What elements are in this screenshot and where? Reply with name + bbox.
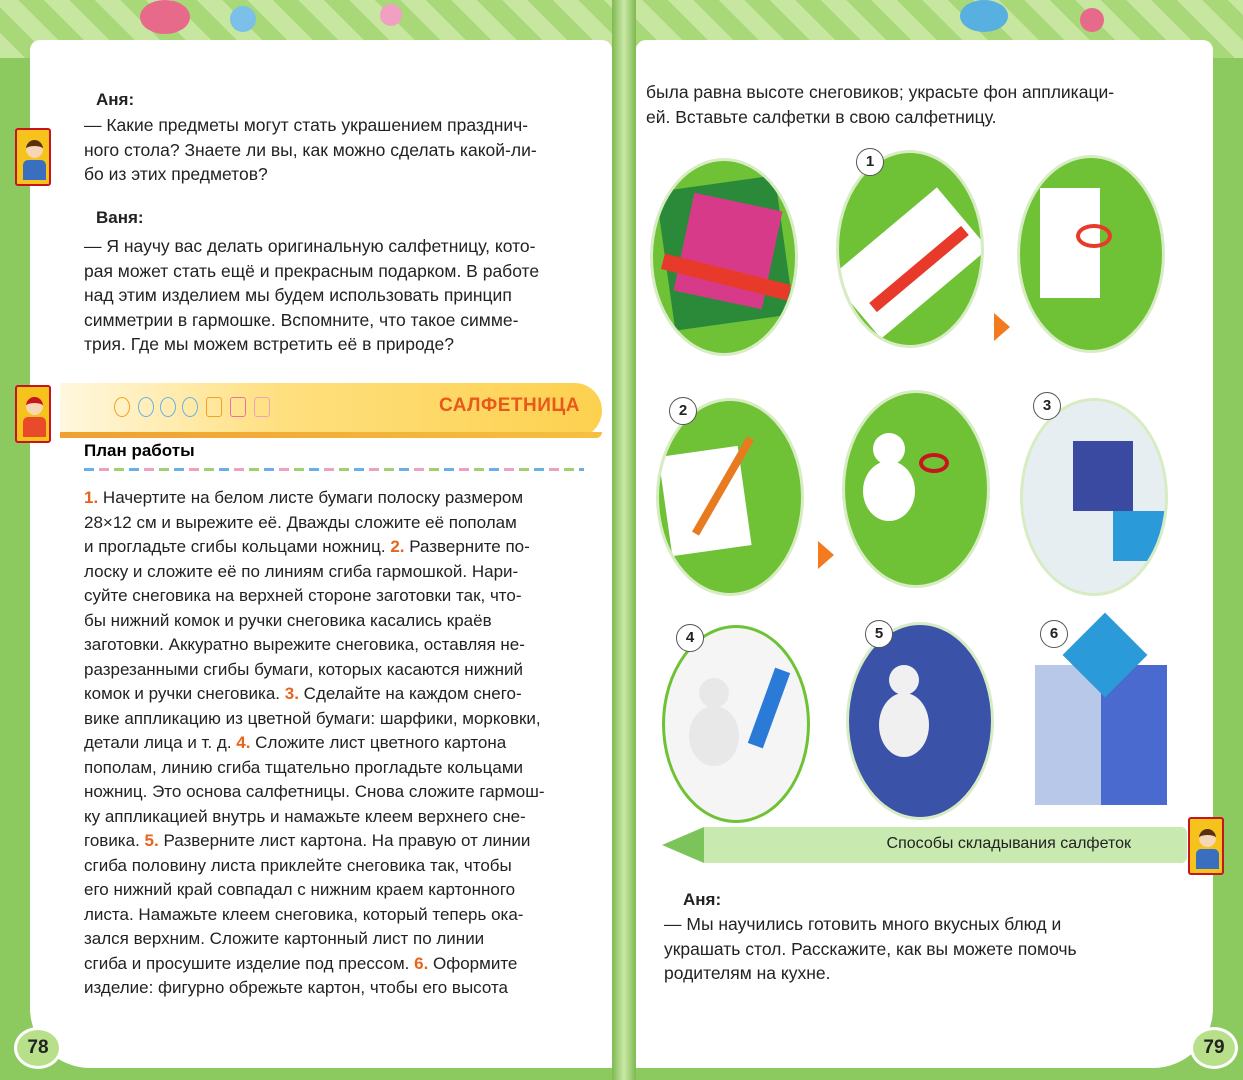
plan-line: разрезанными сгибы бумаги, которых касаются нижний [84, 659, 523, 679]
plan-line: заготовки. Аккуратно вырежите снеговика, оставляя не- [84, 635, 525, 654]
text-line: — Я научу вас делать оригинальную салфетницу, кото- [84, 236, 536, 256]
weight-icon [206, 397, 222, 417]
step-number: 1. [84, 488, 99, 507]
step-image-1 [836, 150, 984, 348]
step-badge-3: 3 [1033, 392, 1061, 420]
divider [84, 468, 584, 471]
yarn-ball-icon [960, 0, 1008, 32]
plan-line: сгиба половину листа приклейте снеговика так, чтобы [84, 855, 512, 875]
step-image-snowman [842, 390, 990, 588]
girl-avatar-icon [15, 385, 51, 443]
plan-line: суйте снеговика на верхней стороне заготовки так, что- [84, 586, 522, 605]
arrow-icon [818, 541, 834, 569]
plan-line: лоску и сложите её по линиям сгиба гармошкой. Нари- [84, 561, 519, 581]
plan-line: 28×12 см и вырежите её. Дважды сложите её пополам [84, 512, 517, 532]
clock-icon [114, 397, 130, 417]
step-badge-5: 5 [865, 620, 893, 648]
plan-line: пополам, линию сгиба тщательно прогладьте кольцами [84, 757, 524, 777]
step-badge-1: 1 [856, 148, 884, 176]
step-number: 5. [144, 831, 159, 850]
plan-line: комок и ручки снеговика. 3. Сделайте на каждом снего- [84, 684, 522, 703]
speaker-vanya: Ваня: [96, 208, 144, 227]
text-line: украшать стол. Расскажите, как вы можете помочь [664, 938, 1077, 959]
dialog-anya-text [84, 113, 604, 187]
text-line: ей. Вставьте салфетки в свою салфетницу. [646, 106, 997, 127]
plan-line: 1. Начертите на белом листе бумаги полоску размером [84, 488, 524, 507]
section-title: САЛФЕТНИЦА [438, 395, 580, 416]
text-line: ного стола? Знаете ли вы, как можно сделать какой-ли- [84, 139, 537, 160]
text-line: — Мы научились готовить много вкусных блюд и [664, 914, 1062, 934]
pencil-label: Способы складывания салфеток [886, 835, 1131, 852]
boy-avatar-icon [1188, 817, 1224, 875]
clock-icon [138, 397, 154, 417]
page-number-left: 78 [14, 1027, 62, 1069]
plan-line: его нижний край совпадал с нижним краем картонного [84, 880, 516, 899]
plan-line: изделие: фигурно обрежьте картон, чтобы его высота [84, 978, 508, 997]
text-line: — Какие предметы могут стать украшением празднич- [84, 115, 529, 135]
step-badge-6: 6 [1040, 620, 1068, 648]
step-badge-4: 4 [676, 624, 704, 652]
plan-text [84, 486, 604, 1001]
text-line: рая может стать ещё и прекрасным подарком. В работе [84, 260, 540, 281]
plan-line: говика. 5. Разверните лист картона. На правую от линии [84, 831, 531, 850]
button-icon [230, 6, 256, 32]
text-line: над этим изделием мы будем использовать принцип [84, 285, 512, 305]
step-number: 3. [284, 684, 299, 703]
plan-title: План работы [84, 441, 195, 460]
weight-icon [230, 397, 246, 417]
right-top-text [646, 80, 1206, 129]
speaker-anya: Аня: [96, 90, 135, 109]
plan-line: детали лица и т. д. 4. Сложите лист цветного картона [84, 733, 507, 752]
page-number-right: 79 [1190, 1027, 1238, 1069]
plan-line: ку аппликацией внутрь и намажьте клеем верхнего сне- [84, 806, 526, 826]
plan-line: сгиба и просушите изделие под прессом. 6. Оформите [84, 953, 518, 973]
speaker-anya: Аня: [683, 890, 722, 909]
boy-avatar-icon [15, 128, 51, 186]
step-image-2 [656, 398, 804, 596]
plan-line: зался верхним. Сложите картонный лист по линии [84, 929, 485, 948]
plan-line: бы нижний комок и ручки снеговика касались краёв [84, 610, 492, 630]
text-line: бо из этих предметов? [84, 164, 268, 184]
weight-icon [254, 397, 270, 417]
step-image-5 [846, 622, 994, 820]
button-icon [380, 4, 402, 26]
button-icon [1080, 8, 1104, 32]
clock-icon [182, 397, 198, 417]
step-number: 6. [414, 953, 429, 973]
section-banner [60, 383, 602, 438]
text-line: родителям на кухне. [664, 963, 831, 983]
step-image-materials [650, 158, 798, 356]
book-spine [612, 0, 636, 1080]
text-line: симметрии в гармошке. Вспомните, что такое симме- [84, 309, 519, 330]
step-badge-2: 2 [669, 397, 697, 425]
step-number: 2. [390, 537, 405, 556]
plan-line: ножниц. Это основа салфетницы. Снова сложите гармош- [84, 782, 545, 801]
yarn-ball-icon [140, 0, 190, 34]
plan-line: и прогладьте сгибы кольцами ножниц. 2. Разверните по- [84, 537, 530, 556]
step-image-cut [1017, 155, 1165, 353]
dialog-anya-right [664, 912, 1184, 986]
clock-icon [160, 397, 176, 417]
text-line: была равна высоте снеговиков; украсьте фон аппликаци- [646, 82, 1115, 102]
plan-line: листа. Намажьте клеем снеговика, который теперь ока- [84, 904, 524, 924]
plan-line: вике аппликацию из цветной бумаги: шарфики, морковки, [84, 708, 541, 728]
step-number: 4. [236, 733, 251, 752]
step-image-3 [1020, 398, 1168, 596]
step-image-4 [662, 625, 810, 823]
pencil-label-banner [662, 823, 1187, 867]
step-image-6 [1035, 625, 1170, 805]
text-line: трия. Где мы можем встретить её в природе? [84, 334, 454, 354]
dialog-vanya-text [84, 234, 604, 357]
arrow-icon [994, 313, 1010, 341]
